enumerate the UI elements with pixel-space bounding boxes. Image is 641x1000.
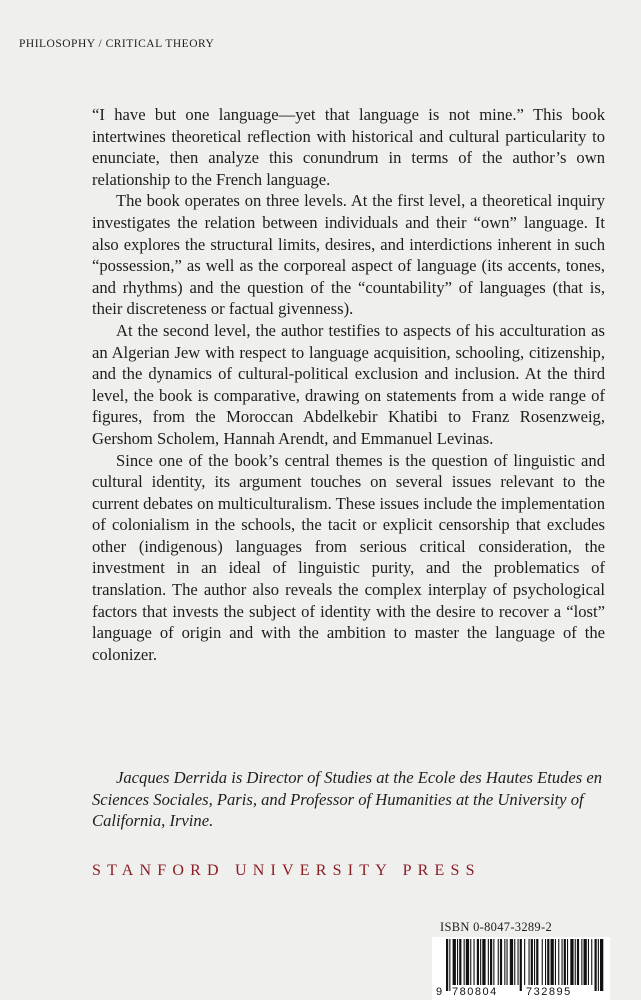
barcode-left-digits: 780804 [452,986,498,998]
barcode-bar [570,939,573,985]
barcode-bar [595,939,597,991]
barcode-bar [510,939,513,985]
barcode-bar [498,939,499,985]
barcode-bar [518,939,519,985]
barcode-bar [542,939,543,985]
barcode-bar [500,939,502,985]
barcode-bar [457,939,458,985]
barcode-bar [551,939,554,985]
category-label: PHILOSOPHY / CRITICAL THEORY [19,38,215,50]
barcode-bar [534,939,535,985]
barcode-bar [490,939,492,985]
barcode-lead-digit: 9 [436,986,443,998]
barcode-bar [464,939,465,985]
barcode-bar [446,939,448,991]
barcode-bar [577,939,579,985]
barcode-bar [584,939,587,985]
author-bio: Jacques Derrida is Director of Studies at the Ecole des Hautes Etudes en Sciences Sociales, Paris, and Professor of Humanities at the University of California, Irvine. [92,768,603,831]
barcode-bar [453,939,456,985]
barcode-bar [536,939,538,985]
barcode-bar [524,939,525,985]
barcode-bar [488,939,489,985]
barcode-bar [474,939,475,985]
barcode-bar [514,939,515,985]
barcode-bar [600,939,603,991]
barcode-bar [493,939,494,985]
barcode-bar [459,939,461,985]
barcode-bar [567,939,568,985]
barcode-bar [507,939,508,985]
blurb [92,104,605,665]
barcode-bar [482,939,485,985]
barcode-bar [562,939,563,985]
barcode-bar [477,939,479,985]
barcode-bar [588,939,589,985]
paragraph-3: At the second level, the author testifies to aspects of his acculturation as an Algerian Jew with respect to language acquisition, schooling, citizenship, and the dynamics of cultural-political exclusion and inclusion. At the third level, the book is comparative, drawing on statements from a wide range of figures, from the Moroccan Abdelkebir Khatibi to Franz Rosenzweig, Gershom Scholem, Hannah Arendt, and Emmanuel Levinas. [92,320,605,448]
barcode-bar [470,939,471,985]
barcode-bar [598,939,599,991]
barcode-bar [591,939,592,985]
publisher-name: STANFORD UNIVERSITY PRESS [92,862,481,879]
paragraph-1: “I have but one language—yet that language is not mine.” This book intertwines theoretical reflection with historical and cultural particularity to enunciate, then analyze this conundrum in terms of the author’s own relationship to the French language. [92,105,605,189]
barcode-bar [581,939,582,985]
barcode [432,937,610,1000]
barcode-bar [529,939,530,985]
barcode-bar [547,939,549,985]
barcode-right-digits: 732895 [526,986,572,998]
paragraph-2: The book operates on three levels. At the first level, a theoretical inquiry investigates the relation between individuals and their “own” language. It also explores the structural limits, desires, and interdictions inherent in such “possession,” as well as the corporeal aspect of language (its accents, tones, and rhythms) and the question of the “countability” of languages (that is, their discreteness or factual givenness). [92,191,605,319]
barcode-bar [449,939,450,991]
barcode-bar [545,939,546,985]
barcode-bar [575,939,576,985]
barcode-bar [564,939,566,985]
barcode-bar [466,939,469,985]
barcode-bar [555,939,556,985]
barcode-bar [504,939,505,985]
barcode-bar [558,939,559,985]
barcode-bar [480,939,481,985]
barcode-bar [520,939,522,991]
barcode-bar [531,939,533,985]
paragraph-4: Since one of the book’s central themes is the question of linguistic and cultural identity, its argument touches on several issues relevant to the current debates on multiculturalism. These issues include the implementation of colonialism in the schools, the tacit or explicit censorship that excludes other (indigenous) languages from serious critical consideration, the investment in an ideal of linguistic purity, and the problematics of translation. The author also reveals the complex interplay of psychological factors that invests the subject of identity with the desire to recover a “lost” language of origin and with the ambition to master the language of the colonizer. [92,450,605,664]
isbn-number: ISBN 0-8047-3289-2 [440,920,552,934]
